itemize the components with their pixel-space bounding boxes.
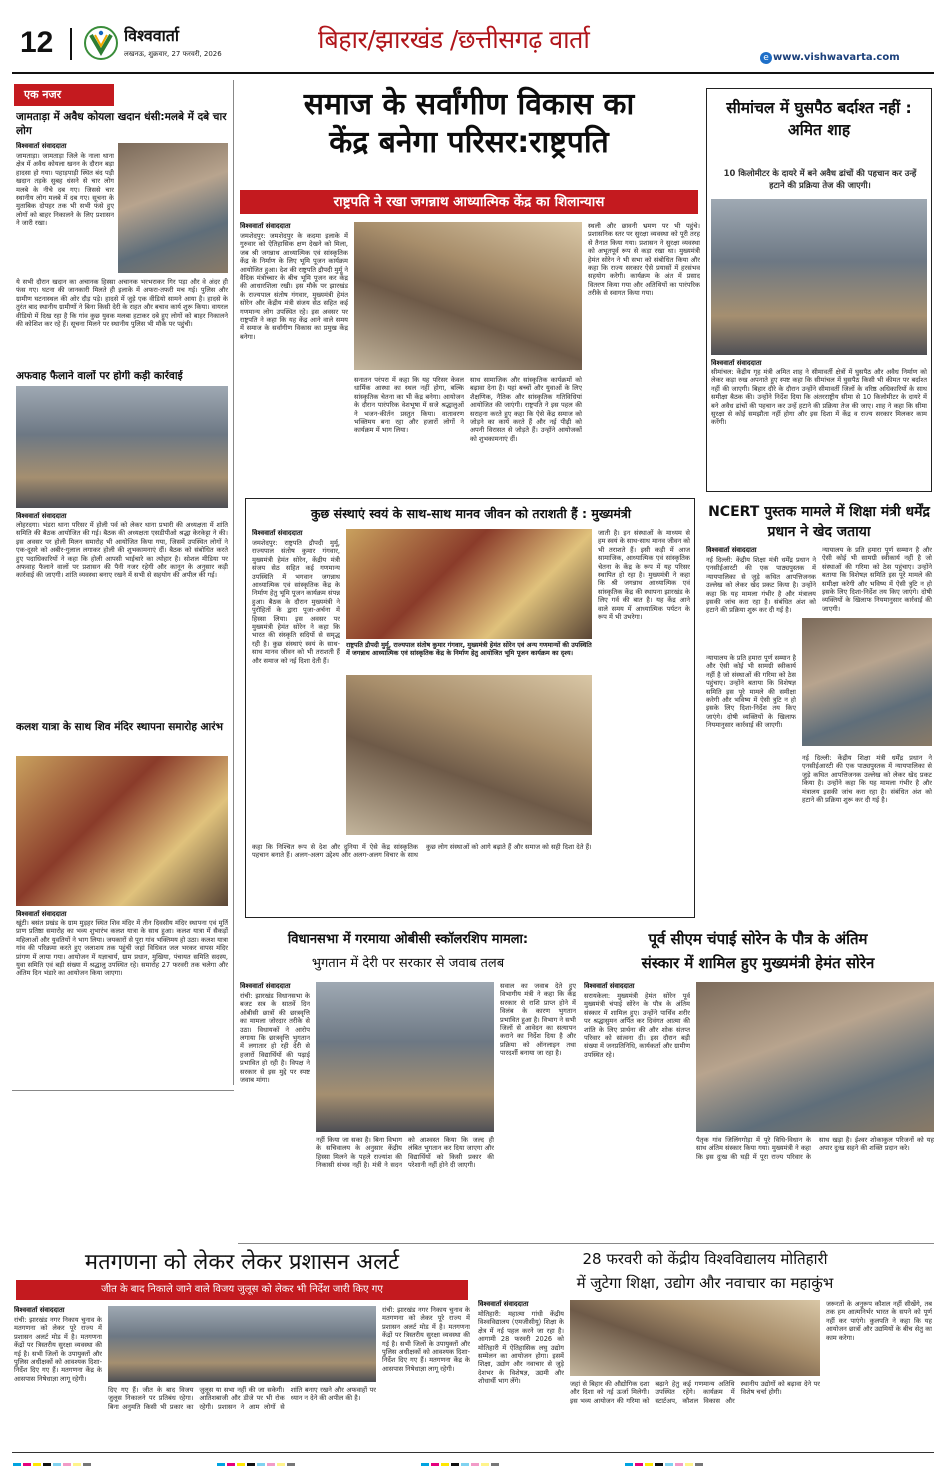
byline: विश्ववार्ता संवाददाता — [14, 1306, 65, 1314]
article-body: ये सभी दौरान खदान का अचानक हिस्सा अचानक भरभराकर गिर पड़ा और वे अंदर ही फंस गए। घटना की जानकारी मिलते ही इलाके में अफरा-तफरी मच गई। पुलिस और ग्रामीण घटनास्थल की ओर दौड़ पड़े। हादसे में जुड़े एक वीडियो सामने आया है। हादसे के तुरंत बाद स्थानीय ग्रामीणों ने बिना किसी देरी के राहत और बचाव कार्य शुरू किया। वायरल वीडियो में दिख रहा है कि गांव कुछ युवक मलबा हटाकर दबे हुए लोगों को बाहर निकालने की कोशिश कर रहे हैं। सूचना मिलने पर स्थानीय पुलिस भी मौके पर पहुंची। — [16, 278, 228, 329]
alert-story — [12, 1246, 472, 1446]
mahakumbh-story — [476, 1246, 934, 1446]
article-subhead: 10 किलोमीटर के दायरे में बने अवैध ढांचों की पहचान कर उन्हें हटाने की प्रक्रिया तेज की जाएगी। — [723, 168, 917, 190]
section-divider — [238, 1243, 934, 1244]
byline: विश्ववार्ता संवाददाता — [240, 222, 291, 230]
article-headline: अफवाह फैलाने वालों पर होगी कड़ी कार्रवाई — [16, 370, 183, 382]
column-divider — [233, 80, 234, 1085]
brand-logo-icon — [84, 26, 118, 60]
section-divider — [12, 1090, 234, 1091]
print-register-bar — [12, 1452, 934, 1466]
article-headline: कलश यात्रा के साथ शिव मंदिर स्थापना समारोह आरंभ — [16, 721, 223, 733]
article-body: सनातन परंपरा में कहा कि यह परिसर केवल धार्मिक आस्था का स्थल नहीं होगा, बल्कि सांस्कृतिक चेतना का भी केंद्र बनेगा। आयोजन के दौरान पारंपरिक वेशभूषा में सजे श्रद्धालुओं ने भजन-कीर्तन प्रस्तुत किया। वातावरण भक्तिमय बना रहा और हजारों लोगों ने कार्यक्रम में भाग लिया। — [354, 376, 464, 435]
bhoomi-pujan-photo — [346, 529, 592, 639]
article-body: रांची: झारखंड विधानसभा के बजट सत्र के सातवें दिन ओबीसी छात्रों की छात्रवृत्ति का मामला जोरदार तरीके से उठा। विधायकों ने आरोप लगाया कि छात्रवृत्ति भुगतान में लगातार हो रही देरी से हजारों विद्यार्थियों की पढ़ाई प्रभावित हो रही है। विपक्ष ने सरकार से इस मुद्दे पर स्पष्ट जवाब मांगा। — [240, 992, 310, 1085]
article-headline: कुछ संस्थाएं स्वयं के साथ-साथ मानव जीवन को तराशती हैं : मुख्यमंत्री — [310, 506, 632, 521]
byline: विश्ववार्ता संवाददाता — [240, 982, 291, 990]
article-body: नई दिल्ली: केंद्रीय शिक्षा मंत्री धर्मेंद्र प्रधान ने एनसीईआरटी की एक पाठ्यपुस्तक में न्यायपालिका से जुड़े कथित आपत्तिजनक उल्लेख को लेकर खेद प्रकट किया है। उन्होंने कहा कि यह मामला गंभीर है और मंत्रालय इसकी जांच करा रहा है। संबंधित अंश को हटाने की प्रक्रिया शुरू कर दी गई है। — [706, 556, 816, 615]
left-column — [12, 80, 230, 1085]
byline: विश्ववार्ता संवाददाता — [16, 512, 67, 520]
website-link[interactable]: www.vishwavarta.com — [773, 52, 900, 63]
byline: विश्ववार्ता संवाददाता — [252, 529, 303, 537]
cm-story — [245, 498, 695, 918]
article-body: पैतृक गांव जिलिंगगोड़ा में पूरे विधि-विधान के साथ अंतिम संस्कार किया गया। मुख्यमंत्री ने कहा कि इस दुःख की घड़ी में पूरा राज्य परिवार के साथ खड़ा है। ईश्वर शोकाकुल परिजनों को यह अपार दुःख सहने की शक्ति प्रदान करे। — [696, 1136, 934, 1161]
section-title: बिहार/झारखंड /छत्तीसगढ़ वार्ता — [318, 25, 590, 54]
article-body: रांची: झारखंड नगर निकाय चुनाव के मतगणना को लेकर पूरे राज्य में प्रशासन अलर्ट मोड में है। मतगणना केंद्रों पर त्रिस्तरीय सुरक्षा व्यवस्था की गई है। सभी जिलों के उपायुक्तों और पुलिस अधीक्षकों को आवश्यक दिशा-निर्देश दिए गए हैं। मतगणना केंद्र के आसपास निषेधाज्ञा लागू रहेगी। — [382, 1306, 470, 1373]
police-meeting-photo — [108, 1306, 376, 1382]
article-body: सीमांचल: केंद्रीय गृह मंत्री अमित शाह ने सीमावर्ती क्षेत्रों में घुसपैठ और अवैध निर्माण को लेकर कड़ा रुख अपनाते हुए स्पष्ट कहा कि सीमांचल में घुसपैठ किसी भी कीमत पर बर्दाश्त नहीं की जाएगी। बिहार दौरे के दौरान उन्होंने सीमावर्ती जिलों के वरिष्ठ अधिकारियों के साथ समीक्षा बैठक की। उन्होंने निर्देश दिया कि अंतरराष्ट्रीय सीमा से 10 किलोमीटर के दायरे में बने अवैध ढांचों की पहचान कर उन्हें हटाने की प्रक्रिया तेज की जाए। शाह ने कहा कि सीमा सुरक्षा से कोई समझौता नहीं होगा और इस दिशा में केंद्र व राज्य सरकार मिलकर काम करेंगी। — [711, 368, 927, 427]
article-body: कहा कि निश्चित रूप से देश और दुनिया में ऐसे केंद्र सांस्कृतिक पहचान बनाते हैं। अलग-अलग उद्देश्य और अलग-अलग विचार के साथ कुछ लोग संस्थाओं को आगे बढ़ाते हैं और समाज को सही दिशा देते हैं। — [252, 843, 592, 860]
article-body: मोतिहारी: महात्मा गांधी केंद्रीय विश्वविद्यालय (एमजीसीयू) शिक्षा के क्षेत्र में नई पहल करने जा रहा है। आगामी 28 फरवरी 2026 को मोतिहारी में ऐतिहासिक लघु उद्योग सम्मेलन का आयोजन होगा। इसमें शिक्षा, उद्योग और नवाचार से जुड़े देशभर के विशेषज्ञ, उद्यमी और शोधार्थी भाग लेंगे। — [478, 1310, 564, 1386]
university-meeting-photo — [570, 1300, 820, 1376]
article-body: स्थली और छावनी भ्रमण पर भी पहुंचे। प्रशासनिक स्तर पर सुरक्षा व्यवस्था को पूरी तरह से तैनात किया गया। प्रशासन ने सुरक्षा व्यवस्था को अभूतपूर्व रूप से कड़ा रखा था। मुख्यमंत्री हेमंत सोरेन ने भी सभा को संबोधित किया और कहा कि राज्य सरकार ऐसे प्रयासों में हरसंभव सहयोग करेगी। कार्यक्रम के अंत में प्रसाद वितरण किया गया और अतिथियों का पारंपरिक तरीके से स्वागत किया गया। — [588, 222, 700, 298]
byline: विश्ववार्ता संवाददाता — [711, 359, 762, 367]
lead-strap: राष्ट्रपति ने रखा जगन्नाथ आध्यात्मिक केंद्र का शिलान्यास — [240, 190, 698, 214]
painting-gift-photo — [346, 675, 592, 835]
kalash-yatra-photo — [16, 756, 228, 906]
lead-story — [238, 80, 700, 492]
article-headline: सीमांचल में घुसपैठ बर्दाश्त नहीं : अमित शाह — [726, 99, 912, 139]
headline-line1: 28 फरवरी को केंद्रीय विश्वविद्यालय मोतिहारी — [582, 1250, 828, 1268]
obc-story — [238, 924, 578, 1240]
photo-caption: राष्ट्रपति द्रौपदी मुर्मू, राज्यपाल संतोष कुमार गंगवार, मुख्यमंत्री हेमंत सोरेन एवं अन्य गणमान्यों की उपस्थिति में जगन्नाथ आध्यात्मिक एवं सांस्कृतिक केंद्र के निर्माण हेतु आयोजित भूमि पूजन कार्यक्रम का दृश्य। — [346, 641, 592, 657]
president-photo — [354, 222, 582, 370]
article-subhead: जीत के बाद निकाले जाने वाले विजय जुलूस को लेकर भी निर्देश जारी किए गए — [16, 1280, 468, 1300]
headline-line2: भुगतान में देरी पर सरकार से जवाब तलब — [311, 956, 505, 971]
brand-name: विश्ववार्ता — [124, 26, 180, 45]
peace-committee-photo — [16, 386, 228, 508]
article-body: लोहरदगा। भंडरा थाना परिसर में होली पर्व को लेकर थाना प्रभारी की अध्यक्षता में शांति समिति की बैठक आयोजित की गई। बैठक की अध्यक्षता एसडीपीओ श्रद्धा केरकेट्टा ने की। इस अवसर पर होली मिलन समारोह भी आयोजित किया गया, जिसमें उपस्थित लोगों ने एक-दूसरे को अबीर-गुलाल लगाकर होली की शुभकामनाएं दीं। बैठक को संबोधित करते हुए पदाधिकारियों ने कहा कि होली आपसी भाईचारे का त्योहार है। सोशल मीडिया पर अफवाह फैलाने वालों पर प्रशासन की पैनी नजर रहेगी और कानून के अनुसार कड़ी कार्रवाई की जाएगी। शांति व्यवस्था बनाए रखने में सभी से सहयोग की अपील की गई। — [16, 521, 228, 580]
shah-story — [706, 88, 932, 492]
article-body: सवाल का जवाब देते हुए विभागीय मंत्री ने कहा कि केंद्र सरकार से राशि प्राप्त होने में विलंब के कारण भुगतान प्रभावित हुआ है। विभाग ने सभी जिलों से आवेदन का सत्यापन कराने का निर्देश दिया है और प्रक्रिया को ऑनलाइन तथा पारदर्शी बनाया जा रहा है। — [500, 982, 576, 1058]
article-body: न्यायालय के प्रति हमारा पूर्ण सम्मान है और ऐसी कोई भी सामग्री स्वीकार्य नहीं है जो संस्थाओं की गरिमा को ठेस पहुंचाए। उन्होंने बताया कि विशेषज्ञ समिति इस पूरे मामले की समीक्षा करेगी और भविष्य में ऐसी त्रुटि न हो इसके लिए दिशा-निर्देश तय किए जाएंगे। दोषी व्यक्तियों के खिलाफ नियमानुसार कार्रवाई की जाएगी। — [822, 546, 932, 613]
article-body: खूंटी। बसंत प्रखंड के ग्राम मुड़हर स्थित शिव मंदिर में तीन दिवसीय मंदिर स्थापना एवं मूर्ति प्राण प्रतिष्ठा समारोह का भव्य शुभारंभ कलश यात्रा के साथ हुआ। कलश यात्रा में सैकड़ों महिलाओं और युवतियों ने भाग लिया। जयकारों से पूरा गांव भक्तिमय हो उठा। कलश यात्रा गांव की परिक्रमा करते हुए जलाशय तक पहुंची जहां विधिवत जल भरकर वापस मंदिर प्रांगण में लाया गया। आयोजन में यज्ञाचार्य, ग्राम प्रधान, मुखिया, पंचायत समिति सदस्य, युवा समिति एवं बड़ी संख्या में श्रद्धालु उपस्थित रहे। समारोह 27 फरवरी तक चलेगा और अंतिम दिन भंडारे का आयोजन किया जाएगा। — [16, 919, 228, 978]
article-body: जमशेदपुर: जमशेदपुर के कदमा इलाके में गुरुवार को ऐतिहासिक क्षण देखने को मिला, जब श्री जगन्नाथ आध्यात्मिक एवं सांस्कृतिक केंद्र के निर्माण के लिए भूमि पूजन कार्यक्रम आयोजित हुआ। देश की राष्ट्रपति द्रौपदी मुर्मू ने वैदिक मंत्रोच्चार के बीच भूमि पूजन कर केंद्र की आधारशिला रखी। इस मौके पर झारखंड के राज्यपाल संतोष गंगवार, मुख्यमंत्री हेमंत सोरेन और केंद्रीय मंत्री संजय सेठ सहित कई गणमान्य लोग उपस्थित रहे। इस अवसर पर राष्ट्रपति ने कहा कि यह केंद्र आने वाले समय में समाज के सर्वांगीण विकास का प्रमुख केंद्र बनेगा। — [240, 232, 348, 341]
article-headline: मतगणना को लेकर लेकर प्रशासन अलर्ट — [84, 1250, 400, 1275]
ek-nazar-label: एक नजर — [14, 84, 114, 106]
article-body: दिए गए हैं। जीत के बाद विजय जुलूस निकालने पर प्रतिबंध रहेगा। बिना अनुमति किसी भी प्रकार का जुलूस या सभा नहीं की जा सकेगी। आतिशबाजी और डीजे पर भी रोक रहेगी। प्रशासन ने आम लोगों से शांति बनाए रखने और अफवाहों पर ध्यान न देने की अपील की है। — [108, 1386, 376, 1411]
mine-collapse-photo — [118, 143, 228, 273]
headline-line1: विधानसभा में गरमाया ओबीसी स्कॉलरशिप मामला: — [287, 932, 529, 947]
shah-meeting-photo — [711, 199, 927, 355]
headline-line2: में जुटेगा शिक्षा, उद्योग और नवाचार का महाकुंभ — [576, 1274, 834, 1292]
article-headline: NCERT पुस्तक मामले में शिक्षा मंत्री धर्मेंद्र प्रधान ने खेद जताया — [708, 504, 930, 540]
article-body: नहीं किया जा सका है। बिना विभाग के सचिवालय के अनुसार केंद्रीय हिस्सा मिलने के पहले राज्यांश की निकासी संभव नहीं है। मंत्री ने सदन को आश्वस्त किया कि जल्द ही लंबित भुगतान कर दिया जाएगा और विद्यार्थियों को किसी प्रकार की परेशानी नहीं होने दी जाएगी। — [316, 1136, 494, 1170]
pradhan-portrait — [802, 618, 932, 746]
funeral-photo — [696, 982, 934, 1132]
headline-line2: संस्कार में शामिल हुए मुख्यमंत्री हेमंत सोरेन — [641, 954, 875, 972]
article-body: नई दिल्ली: केंद्रीय शिक्षा मंत्री धर्मेंद्र प्रधान ने एनसीईआरटी की एक पाठ्यपुस्तक में न्यायपालिका से जुड़े कथित आपत्तिजनक उल्लेख को लेकर खेद प्रकट किया है। उन्होंने कहा कि यह मामला गंभीर है और मंत्रालय इसकी जांच करा रहा है। संबंधित अंश को हटाने की प्रक्रिया शुरू कर दी गई है। — [802, 754, 932, 805]
article-body: जामताड़ा। जामताड़ा जिले के नाला थाना क्षेत्र में अवैध कोयला खनन के दौरान बड़ा हादसा हो गया। पहाड़पाड़ी स्थित बंद पड़ी खदान तड़के सुबह धंसने से चार लोग मलबे के नीचे दब गए। जिससे चार स्थानीय लोग मलबे में दब गए। सूचना के मुताबिक दोपहर तक भी सभी फंसे हुए लोगों को बाहर निकालने के लिए प्रशासन ने जारी रखा। — [16, 152, 114, 228]
ncert-story — [706, 498, 932, 918]
article-body: साथ सामाजिक और सांस्कृतिक कार्यक्रमों को बढ़ावा देना है। यहां बच्चों और युवाओं के लिए शैक्षणिक, नैतिक और सांस्कृतिक गतिविधियां आयोजित की जाएंगी। राष्ट्रपति ने इस पहल की सराहना करते हुए कहा कि ऐसे केंद्र समाज को जोड़ने का कार्य करते हैं और नई पीढ़ी को अपनी विरासत से जोड़ते हैं। उन्होंने आयोजकों को शुभकामनाएं दीं। — [470, 376, 582, 443]
byline: विश्ववार्ता संवाददाता — [478, 1300, 529, 1308]
article-body: जहां से बिहार की औद्योगिक दशा और दिशा को नई ऊर्जा मिलेगी। इस भव्य आयोजन की गरिमा को बढ़ाने हेतु कई गणमान्य अतिथि उपस्थित रहेंगे। कार्यक्रम में स्टार्टअप, कौशल विकास और स्थानीय उद्योगों को बढ़ावा देने पर विशेष चर्चा होगी। — [570, 1380, 820, 1405]
champai-story — [582, 924, 934, 1240]
assembly-photo — [316, 982, 494, 1132]
article-body: रांची: झारखंड नगर निकाय चुनाव के मतगणना को लेकर पूरे राज्य में प्रशासन अलर्ट मोड में है। मतगणना केंद्रों पर त्रिस्तरीय सुरक्षा व्यवस्था की गई है। सभी जिलों के उपायुक्तों और पुलिस अधीक्षकों को आवश्यक दिशा-निर्देश दिए गए हैं। मतगणना केंद्र के आसपास निषेधाज्ञा लागू रहेगी। — [14, 1316, 102, 1383]
byline: विश्ववार्ता संवाददाता — [16, 910, 67, 918]
article-body: जाती है। इन संस्थाओं के माध्यम से हम स्वयं के साथ-साथ मानव जीवन को भी तराशते हैं। इसी कड़ी में आज सामाजिक, आध्यात्मिक एवं सांस्कृतिक चेतना के केंद्र के रूप में यह परिसर स्थापित हो रहा है। मुख्यमंत्री ने कहा कि श्री जगन्नाथ आध्यात्मिक एवं सांस्कृतिक केंद्र की स्थापना झारखंड के लिए गर्व की बात है। यह केंद्र आने वाले समय में आध्यात्मिक पर्यटन के रूप में भी उभरेगा। — [598, 529, 690, 622]
article-body: जमशेदपुर: राष्ट्रपति द्रौपदी मुर्मू, राज्यपाल संतोष कुमार गंगवार, मुख्यमंत्री हेमंत सोरेन, केंद्रीय मंत्री संजय सेठ सहित कई गणमान्य उपस्थिति में भगवान जगन्नाथ आध्यात्मिक एवं सांस्कृतिक केंद्र के निर्माण हेतु भूमि पूजन कार्यक्रम संपन्न हुआ। बैठक के दौरान मुख्यमंत्री ने पुरोहितों के द्वारा पूजा-अर्चना में हिस्सा लिया। इस अवसर पर मुख्यमंत्री हेमंत सोरेन ने कहा कि भारत की संस्कृति सदियों से समृद्ध रही है। कुछ संस्थाएं स्वयं के साथ-साथ मानव जीवन को भी तराशती हैं और समाज को नई दिशा देती हैं। — [252, 539, 340, 665]
article-body: सरायकेला: मुख्यमंत्री हेमंत सोरेन पूर्व मुख्यमंत्री चंपाई सोरेन के पौत्र के अंतिम संस्कार में शामिल हुए। उन्होंने पार्थिव शरीर पर श्रद्धासुमन अर्पित कर दिवंगत आत्मा की शांति के लिए प्रार्थना की और शोक संतप्त परिवार को सांत्वना दी। इस दौरान बड़ी संख्या में जनप्रतिनिधि, कार्यकर्ता और ग्रामीण उपस्थित रहे। — [584, 992, 690, 1059]
lead-headline-line1: समाज के सर्वांगीण विकास का — [303, 87, 635, 122]
byline: विश्ववार्ता संवाददाता — [16, 142, 67, 150]
masthead — [0, 0, 945, 75]
headline-line1: पूर्व सीएम चंपाई सोरेन के पौत्र के अंतिम — [648, 930, 868, 948]
byline: विश्ववार्ता संवाददाता — [706, 546, 757, 554]
page-number: 12 — [20, 26, 54, 59]
masthead-rule — [12, 72, 934, 74]
article-body: न्यायालय के प्रति हमारा पूर्ण सम्मान है और ऐसी कोई भी सामग्री स्वीकार्य नहीं है जो संस्थाओं की गरिमा को ठेस पहुंचाए। उन्होंने बताया कि विशेषज्ञ समिति इस पूरे मामले की समीक्षा करेगी और भविष्य में ऐसी त्रुटि न हो इसके लिए दिशा-निर्देश तय किए जाएंगे। दोषी व्यक्तियों के खिलाफ नियमानुसार कार्रवाई की जाएगी। — [706, 654, 796, 730]
page-number-divider — [70, 28, 72, 60]
dateline: लखनऊ, शुक्रवार, 27 फरवरी, 2026 — [124, 50, 222, 58]
byline: विश्ववार्ता संवाददाता — [584, 982, 635, 990]
article-body: जरूरतों के अनुरूप कौशल नहीं सीखेंगे, तब तक हम आत्मनिर्भर भारत के सपने को पूर्ण नहीं कर पाएंगे। कुलपति ने कहा कि यह आयोजन छात्रों और उद्यमियों के बीच सेतु का काम करेगा। — [826, 1300, 932, 1342]
article-headline: जामताड़ा में अवैध कोयला खदान धंसी:मलबे में दबे चार लोग — [16, 111, 227, 137]
lead-headline-line2: केंद्र बनेगा परिसर:राष्ट्रपति — [329, 125, 609, 160]
web-icon: e — [760, 52, 772, 64]
